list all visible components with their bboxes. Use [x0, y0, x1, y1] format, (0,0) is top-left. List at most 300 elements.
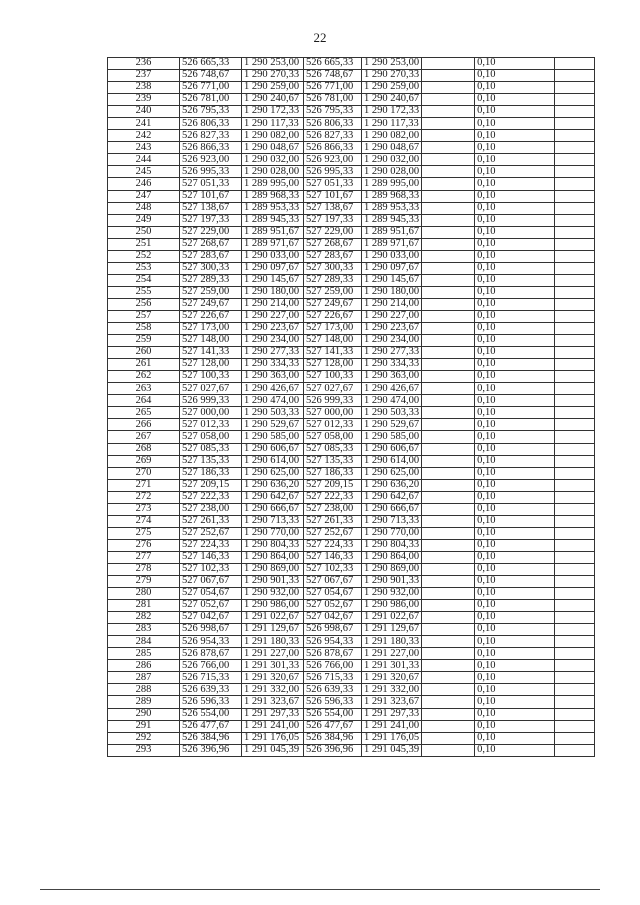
empty-cell — [422, 250, 475, 262]
x-coordinate-2: 527 067,67 — [304, 576, 362, 588]
x-coordinate: 526 998,67 — [180, 624, 242, 636]
point-number: 240 — [108, 106, 180, 118]
empty-cell — [555, 503, 595, 515]
table-row — [108, 696, 595, 708]
y-coordinate: 1 290 117,33 — [242, 118, 304, 130]
x-coordinate: 527 209,15 — [180, 479, 242, 491]
empty-cell — [555, 359, 595, 371]
y-coordinate: 1 289 953,33 — [242, 202, 304, 214]
y-coordinate-2: 1 291 045,39 — [362, 744, 422, 756]
point-number: 263 — [108, 383, 180, 395]
table-row — [108, 383, 595, 395]
table-row — [108, 154, 595, 166]
point-number: 257 — [108, 310, 180, 322]
empty-cell — [422, 576, 475, 588]
x-coordinate-2: 527 052,67 — [304, 600, 362, 612]
x-coordinate-2: 527 283,67 — [304, 250, 362, 262]
empty-cell — [555, 684, 595, 696]
empty-cell — [555, 310, 595, 322]
x-coordinate: 527 067,67 — [180, 576, 242, 588]
empty-cell — [555, 142, 595, 154]
y-coordinate-2: 1 290 082,00 — [362, 130, 422, 142]
y-coordinate-2: 1 291 332,00 — [362, 684, 422, 696]
point-number: 247 — [108, 190, 180, 202]
point-number: 276 — [108, 539, 180, 551]
x-coordinate-2: 527 102,33 — [304, 563, 362, 575]
empty-cell — [422, 600, 475, 612]
x-coordinate-2: 527 054,67 — [304, 588, 362, 600]
x-coordinate-2: 527 141,33 — [304, 347, 362, 359]
y-coordinate: 1 291 320,67 — [242, 672, 304, 684]
x-coordinate: 527 197,33 — [180, 214, 242, 226]
x-coordinate: 527 146,33 — [180, 551, 242, 563]
x-coordinate: 526 923,00 — [180, 154, 242, 166]
point-number: 280 — [108, 588, 180, 600]
accuracy-value: 0,10 — [475, 323, 555, 335]
x-coordinate-2: 527 222,33 — [304, 491, 362, 503]
point-number: 283 — [108, 624, 180, 636]
x-coordinate: 527 054,67 — [180, 588, 242, 600]
y-coordinate: 1 289 971,67 — [242, 238, 304, 250]
table-row — [108, 407, 595, 419]
table-row — [108, 130, 595, 142]
point-number: 245 — [108, 166, 180, 178]
table-row — [108, 563, 595, 575]
x-coordinate-2: 527 209,15 — [304, 479, 362, 491]
x-coordinate: 527 027,67 — [180, 383, 242, 395]
x-coordinate-2: 527 000,00 — [304, 407, 362, 419]
empty-cell — [422, 383, 475, 395]
table-row — [108, 624, 595, 636]
accuracy-value: 0,10 — [475, 298, 555, 310]
y-coordinate: 1 289 951,67 — [242, 226, 304, 238]
table-row — [108, 310, 595, 322]
empty-cell — [422, 563, 475, 575]
x-coordinate: 526 596,33 — [180, 696, 242, 708]
table-row — [108, 576, 595, 588]
y-coordinate-2: 1 290 426,67 — [362, 383, 422, 395]
y-coordinate-2: 1 290 666,67 — [362, 503, 422, 515]
y-coordinate-2: 1 290 214,00 — [362, 298, 422, 310]
x-coordinate: 527 100,33 — [180, 371, 242, 383]
empty-cell — [422, 551, 475, 563]
empty-cell — [555, 214, 595, 226]
empty-cell — [422, 636, 475, 648]
table-row — [108, 636, 595, 648]
accuracy-value: 0,10 — [475, 419, 555, 431]
empty-cell — [422, 479, 475, 491]
y-coordinate-2: 1 290 529,67 — [362, 419, 422, 431]
accuracy-value: 0,10 — [475, 660, 555, 672]
point-number: 266 — [108, 419, 180, 431]
y-coordinate-2: 1 290 277,33 — [362, 347, 422, 359]
x-coordinate-2: 526 827,33 — [304, 130, 362, 142]
x-coordinate: 526 781,00 — [180, 94, 242, 106]
empty-cell — [555, 636, 595, 648]
x-coordinate-2: 527 085,33 — [304, 443, 362, 455]
point-number: 273 — [108, 503, 180, 515]
empty-cell — [555, 286, 595, 298]
table-row — [108, 515, 595, 527]
accuracy-value: 0,10 — [475, 190, 555, 202]
point-number: 279 — [108, 576, 180, 588]
empty-cell — [422, 298, 475, 310]
accuracy-value: 0,10 — [475, 310, 555, 322]
empty-cell — [555, 696, 595, 708]
y-coordinate-2: 1 290 770,00 — [362, 527, 422, 539]
x-coordinate-2: 527 146,33 — [304, 551, 362, 563]
empty-cell — [555, 479, 595, 491]
point-number: 258 — [108, 323, 180, 335]
x-coordinate-2: 527 058,00 — [304, 431, 362, 443]
y-coordinate: 1 290 770,00 — [242, 527, 304, 539]
empty-cell — [555, 250, 595, 262]
empty-cell — [422, 238, 475, 250]
x-coordinate-2: 526 923,00 — [304, 154, 362, 166]
x-coordinate: 527 252,67 — [180, 527, 242, 539]
x-coordinate-2: 527 259,00 — [304, 286, 362, 298]
x-coordinate: 526 665,33 — [180, 58, 242, 70]
point-number: 244 — [108, 154, 180, 166]
table-row — [108, 190, 595, 202]
empty-cell — [422, 660, 475, 672]
x-coordinate: 526 715,33 — [180, 672, 242, 684]
accuracy-value: 0,10 — [475, 455, 555, 467]
accuracy-value: 0,10 — [475, 407, 555, 419]
table-row — [108, 106, 595, 118]
accuracy-value: 0,10 — [475, 612, 555, 624]
y-coordinate: 1 290 606,67 — [242, 443, 304, 455]
x-coordinate: 526 554,00 — [180, 708, 242, 720]
empty-cell — [422, 455, 475, 467]
y-coordinate-2: 1 290 117,33 — [362, 118, 422, 130]
table-row — [108, 672, 595, 684]
empty-cell — [422, 130, 475, 142]
table-row — [108, 732, 595, 744]
point-number: 260 — [108, 347, 180, 359]
empty-cell — [422, 419, 475, 431]
empty-cell — [555, 455, 595, 467]
point-number: 249 — [108, 214, 180, 226]
y-coordinate: 1 290 259,00 — [242, 82, 304, 94]
empty-cell — [555, 467, 595, 479]
x-coordinate-2: 526 998,67 — [304, 624, 362, 636]
point-number: 293 — [108, 744, 180, 756]
empty-cell — [422, 443, 475, 455]
table-row — [108, 118, 595, 130]
x-coordinate-2: 527 051,33 — [304, 178, 362, 190]
y-coordinate-2: 1 290 172,33 — [362, 106, 422, 118]
table-row — [108, 82, 595, 94]
table-row — [108, 166, 595, 178]
x-coordinate-2: 526 715,33 — [304, 672, 362, 684]
table-row — [108, 335, 595, 347]
point-number: 261 — [108, 359, 180, 371]
accuracy-value: 0,10 — [475, 744, 555, 756]
accuracy-value: 0,10 — [475, 335, 555, 347]
y-coordinate: 1 290 097,67 — [242, 262, 304, 274]
y-coordinate-2: 1 291 241,00 — [362, 720, 422, 732]
table-row — [108, 431, 595, 443]
y-coordinate-2: 1 290 585,00 — [362, 431, 422, 443]
x-coordinate: 527 249,67 — [180, 298, 242, 310]
empty-cell — [422, 154, 475, 166]
accuracy-value: 0,10 — [475, 539, 555, 551]
empty-cell — [555, 600, 595, 612]
table-row — [108, 588, 595, 600]
point-number: 271 — [108, 479, 180, 491]
x-coordinate: 527 012,33 — [180, 419, 242, 431]
point-number: 278 — [108, 563, 180, 575]
empty-cell — [555, 94, 595, 106]
empty-cell — [422, 347, 475, 359]
y-coordinate: 1 290 180,00 — [242, 286, 304, 298]
point-number: 242 — [108, 130, 180, 142]
point-number: 251 — [108, 238, 180, 250]
x-coordinate: 527 148,00 — [180, 335, 242, 347]
point-number: 264 — [108, 395, 180, 407]
x-coordinate: 526 999,33 — [180, 395, 242, 407]
accuracy-value: 0,10 — [475, 286, 555, 298]
point-number: 290 — [108, 708, 180, 720]
table-row — [108, 250, 595, 262]
empty-cell — [555, 539, 595, 551]
accuracy-value: 0,10 — [475, 82, 555, 94]
empty-cell — [555, 732, 595, 744]
table-row — [108, 612, 595, 624]
empty-cell — [555, 166, 595, 178]
y-coordinate-2: 1 291 323,67 — [362, 696, 422, 708]
y-coordinate-2: 1 290 227,00 — [362, 310, 422, 322]
empty-cell — [555, 431, 595, 443]
empty-cell — [555, 491, 595, 503]
x-coordinate: 527 173,00 — [180, 323, 242, 335]
accuracy-value: 0,10 — [475, 94, 555, 106]
empty-cell — [422, 142, 475, 154]
y-coordinate-2: 1 290 474,00 — [362, 395, 422, 407]
table-row — [108, 527, 595, 539]
y-coordinate-2: 1 289 945,33 — [362, 214, 422, 226]
y-coordinate-2: 1 290 869,00 — [362, 563, 422, 575]
empty-cell — [555, 238, 595, 250]
empty-cell — [422, 407, 475, 419]
x-coordinate: 527 051,33 — [180, 178, 242, 190]
y-coordinate-2: 1 290 028,00 — [362, 166, 422, 178]
x-coordinate: 527 283,67 — [180, 250, 242, 262]
x-coordinate-2: 526 866,33 — [304, 142, 362, 154]
accuracy-value: 0,10 — [475, 383, 555, 395]
x-coordinate: 527 261,33 — [180, 515, 242, 527]
y-coordinate: 1 289 995,00 — [242, 178, 304, 190]
y-coordinate-2: 1 290 932,00 — [362, 588, 422, 600]
y-coordinate-2: 1 290 234,00 — [362, 335, 422, 347]
y-coordinate-2: 1 290 180,00 — [362, 286, 422, 298]
table-row — [108, 298, 595, 310]
point-number: 284 — [108, 636, 180, 648]
empty-cell — [555, 335, 595, 347]
y-coordinate: 1 290 426,67 — [242, 383, 304, 395]
y-coordinate-2: 1 290 032,00 — [362, 154, 422, 166]
x-coordinate-2: 526 954,33 — [304, 636, 362, 648]
accuracy-value: 0,10 — [475, 142, 555, 154]
accuracy-value: 0,10 — [475, 588, 555, 600]
table-row — [108, 226, 595, 238]
empty-cell — [555, 563, 595, 575]
accuracy-value: 0,10 — [475, 58, 555, 70]
point-number: 253 — [108, 262, 180, 274]
x-coordinate-2: 526 999,33 — [304, 395, 362, 407]
y-coordinate-2: 1 290 804,33 — [362, 539, 422, 551]
table-row — [108, 214, 595, 226]
x-coordinate-2: 527 226,67 — [304, 310, 362, 322]
empty-cell — [555, 624, 595, 636]
table-row — [108, 274, 595, 286]
accuracy-value: 0,10 — [475, 551, 555, 563]
accuracy-value: 0,10 — [475, 467, 555, 479]
accuracy-value: 0,10 — [475, 274, 555, 286]
y-coordinate-2: 1 290 097,67 — [362, 262, 422, 274]
x-coordinate-2: 527 261,33 — [304, 515, 362, 527]
empty-cell — [422, 708, 475, 720]
accuracy-value: 0,10 — [475, 70, 555, 82]
table-row — [108, 347, 595, 359]
y-coordinate-2: 1 289 951,67 — [362, 226, 422, 238]
x-coordinate: 526 639,33 — [180, 684, 242, 696]
empty-cell — [555, 347, 595, 359]
point-number: 272 — [108, 491, 180, 503]
accuracy-value: 0,10 — [475, 166, 555, 178]
accuracy-value: 0,10 — [475, 347, 555, 359]
y-coordinate-2: 1 290 270,33 — [362, 70, 422, 82]
x-coordinate-2: 527 027,67 — [304, 383, 362, 395]
empty-cell — [422, 323, 475, 335]
empty-cell — [422, 612, 475, 624]
table-row — [108, 286, 595, 298]
table-row — [108, 539, 595, 551]
empty-cell — [555, 58, 595, 70]
x-coordinate: 526 771,00 — [180, 82, 242, 94]
y-coordinate-2: 1 290 259,00 — [362, 82, 422, 94]
empty-cell — [422, 274, 475, 286]
x-coordinate: 526 995,33 — [180, 166, 242, 178]
accuracy-value: 0,10 — [475, 672, 555, 684]
y-coordinate: 1 290 214,00 — [242, 298, 304, 310]
x-coordinate: 527 000,00 — [180, 407, 242, 419]
y-coordinate: 1 290 145,67 — [242, 274, 304, 286]
x-coordinate: 527 222,33 — [180, 491, 242, 503]
table-row — [108, 467, 595, 479]
empty-cell — [422, 395, 475, 407]
x-coordinate-2: 527 101,67 — [304, 190, 362, 202]
table-row — [108, 178, 595, 190]
x-coordinate-2: 526 766,00 — [304, 660, 362, 672]
y-coordinate: 1 290 240,67 — [242, 94, 304, 106]
x-coordinate: 526 954,33 — [180, 636, 242, 648]
empty-cell — [555, 226, 595, 238]
x-coordinate: 527 042,67 — [180, 612, 242, 624]
empty-cell — [555, 744, 595, 756]
empty-cell — [555, 130, 595, 142]
y-coordinate: 1 291 045,39 — [242, 744, 304, 756]
y-coordinate: 1 290 334,33 — [242, 359, 304, 371]
x-coordinate-2: 526 384,96 — [304, 732, 362, 744]
y-coordinate: 1 290 270,33 — [242, 70, 304, 82]
table-row — [108, 202, 595, 214]
x-coordinate: 526 806,33 — [180, 118, 242, 130]
x-coordinate: 526 866,33 — [180, 142, 242, 154]
accuracy-value: 0,10 — [475, 130, 555, 142]
y-coordinate: 1 290 585,00 — [242, 431, 304, 443]
table-row — [108, 94, 595, 106]
x-coordinate-2: 526 596,33 — [304, 696, 362, 708]
table-row — [108, 744, 595, 756]
empty-cell — [422, 431, 475, 443]
y-coordinate: 1 290 713,33 — [242, 515, 304, 527]
x-coordinate-2: 527 289,33 — [304, 274, 362, 286]
point-number: 275 — [108, 527, 180, 539]
y-coordinate-2: 1 291 022,67 — [362, 612, 422, 624]
accuracy-value: 0,10 — [475, 708, 555, 720]
point-number: 292 — [108, 732, 180, 744]
y-coordinate-2: 1 290 606,67 — [362, 443, 422, 455]
x-coordinate: 527 224,33 — [180, 539, 242, 551]
accuracy-value: 0,10 — [475, 527, 555, 539]
empty-cell — [422, 467, 475, 479]
y-coordinate: 1 290 227,00 — [242, 310, 304, 322]
table-row — [108, 455, 595, 467]
y-coordinate: 1 291 227,00 — [242, 648, 304, 660]
x-coordinate-2: 526 554,00 — [304, 708, 362, 720]
x-coordinate-2: 527 238,00 — [304, 503, 362, 515]
point-number: 259 — [108, 335, 180, 347]
accuracy-value: 0,10 — [475, 178, 555, 190]
table-row — [108, 70, 595, 82]
x-coordinate: 526 477,67 — [180, 720, 242, 732]
x-coordinate: 527 186,33 — [180, 467, 242, 479]
table-row — [108, 262, 595, 274]
empty-cell — [555, 407, 595, 419]
x-coordinate-2: 526 396,96 — [304, 744, 362, 756]
y-coordinate-2: 1 289 971,67 — [362, 238, 422, 250]
table-row — [108, 419, 595, 431]
empty-cell — [422, 744, 475, 756]
y-coordinate-2: 1 290 223,67 — [362, 323, 422, 335]
accuracy-value: 0,10 — [475, 106, 555, 118]
empty-cell — [422, 178, 475, 190]
empty-cell — [555, 383, 595, 395]
x-coordinate-2: 526 771,00 — [304, 82, 362, 94]
empty-cell — [422, 527, 475, 539]
point-number: 250 — [108, 226, 180, 238]
y-coordinate: 1 290 048,67 — [242, 142, 304, 154]
y-coordinate-2: 1 291 129,67 — [362, 624, 422, 636]
accuracy-value: 0,10 — [475, 431, 555, 443]
y-coordinate: 1 290 642,67 — [242, 491, 304, 503]
y-coordinate: 1 290 223,67 — [242, 323, 304, 335]
y-coordinate: 1 290 636,20 — [242, 479, 304, 491]
y-coordinate-2: 1 290 625,00 — [362, 467, 422, 479]
x-coordinate: 527 268,67 — [180, 238, 242, 250]
point-number: 269 — [108, 455, 180, 467]
y-coordinate-2: 1 291 301,33 — [362, 660, 422, 672]
point-number: 248 — [108, 202, 180, 214]
table-row — [108, 648, 595, 660]
point-number: 270 — [108, 467, 180, 479]
y-coordinate: 1 289 945,33 — [242, 214, 304, 226]
table-row — [108, 660, 595, 672]
coordinates-table-body — [108, 58, 595, 757]
x-coordinate-2: 527 268,67 — [304, 238, 362, 250]
